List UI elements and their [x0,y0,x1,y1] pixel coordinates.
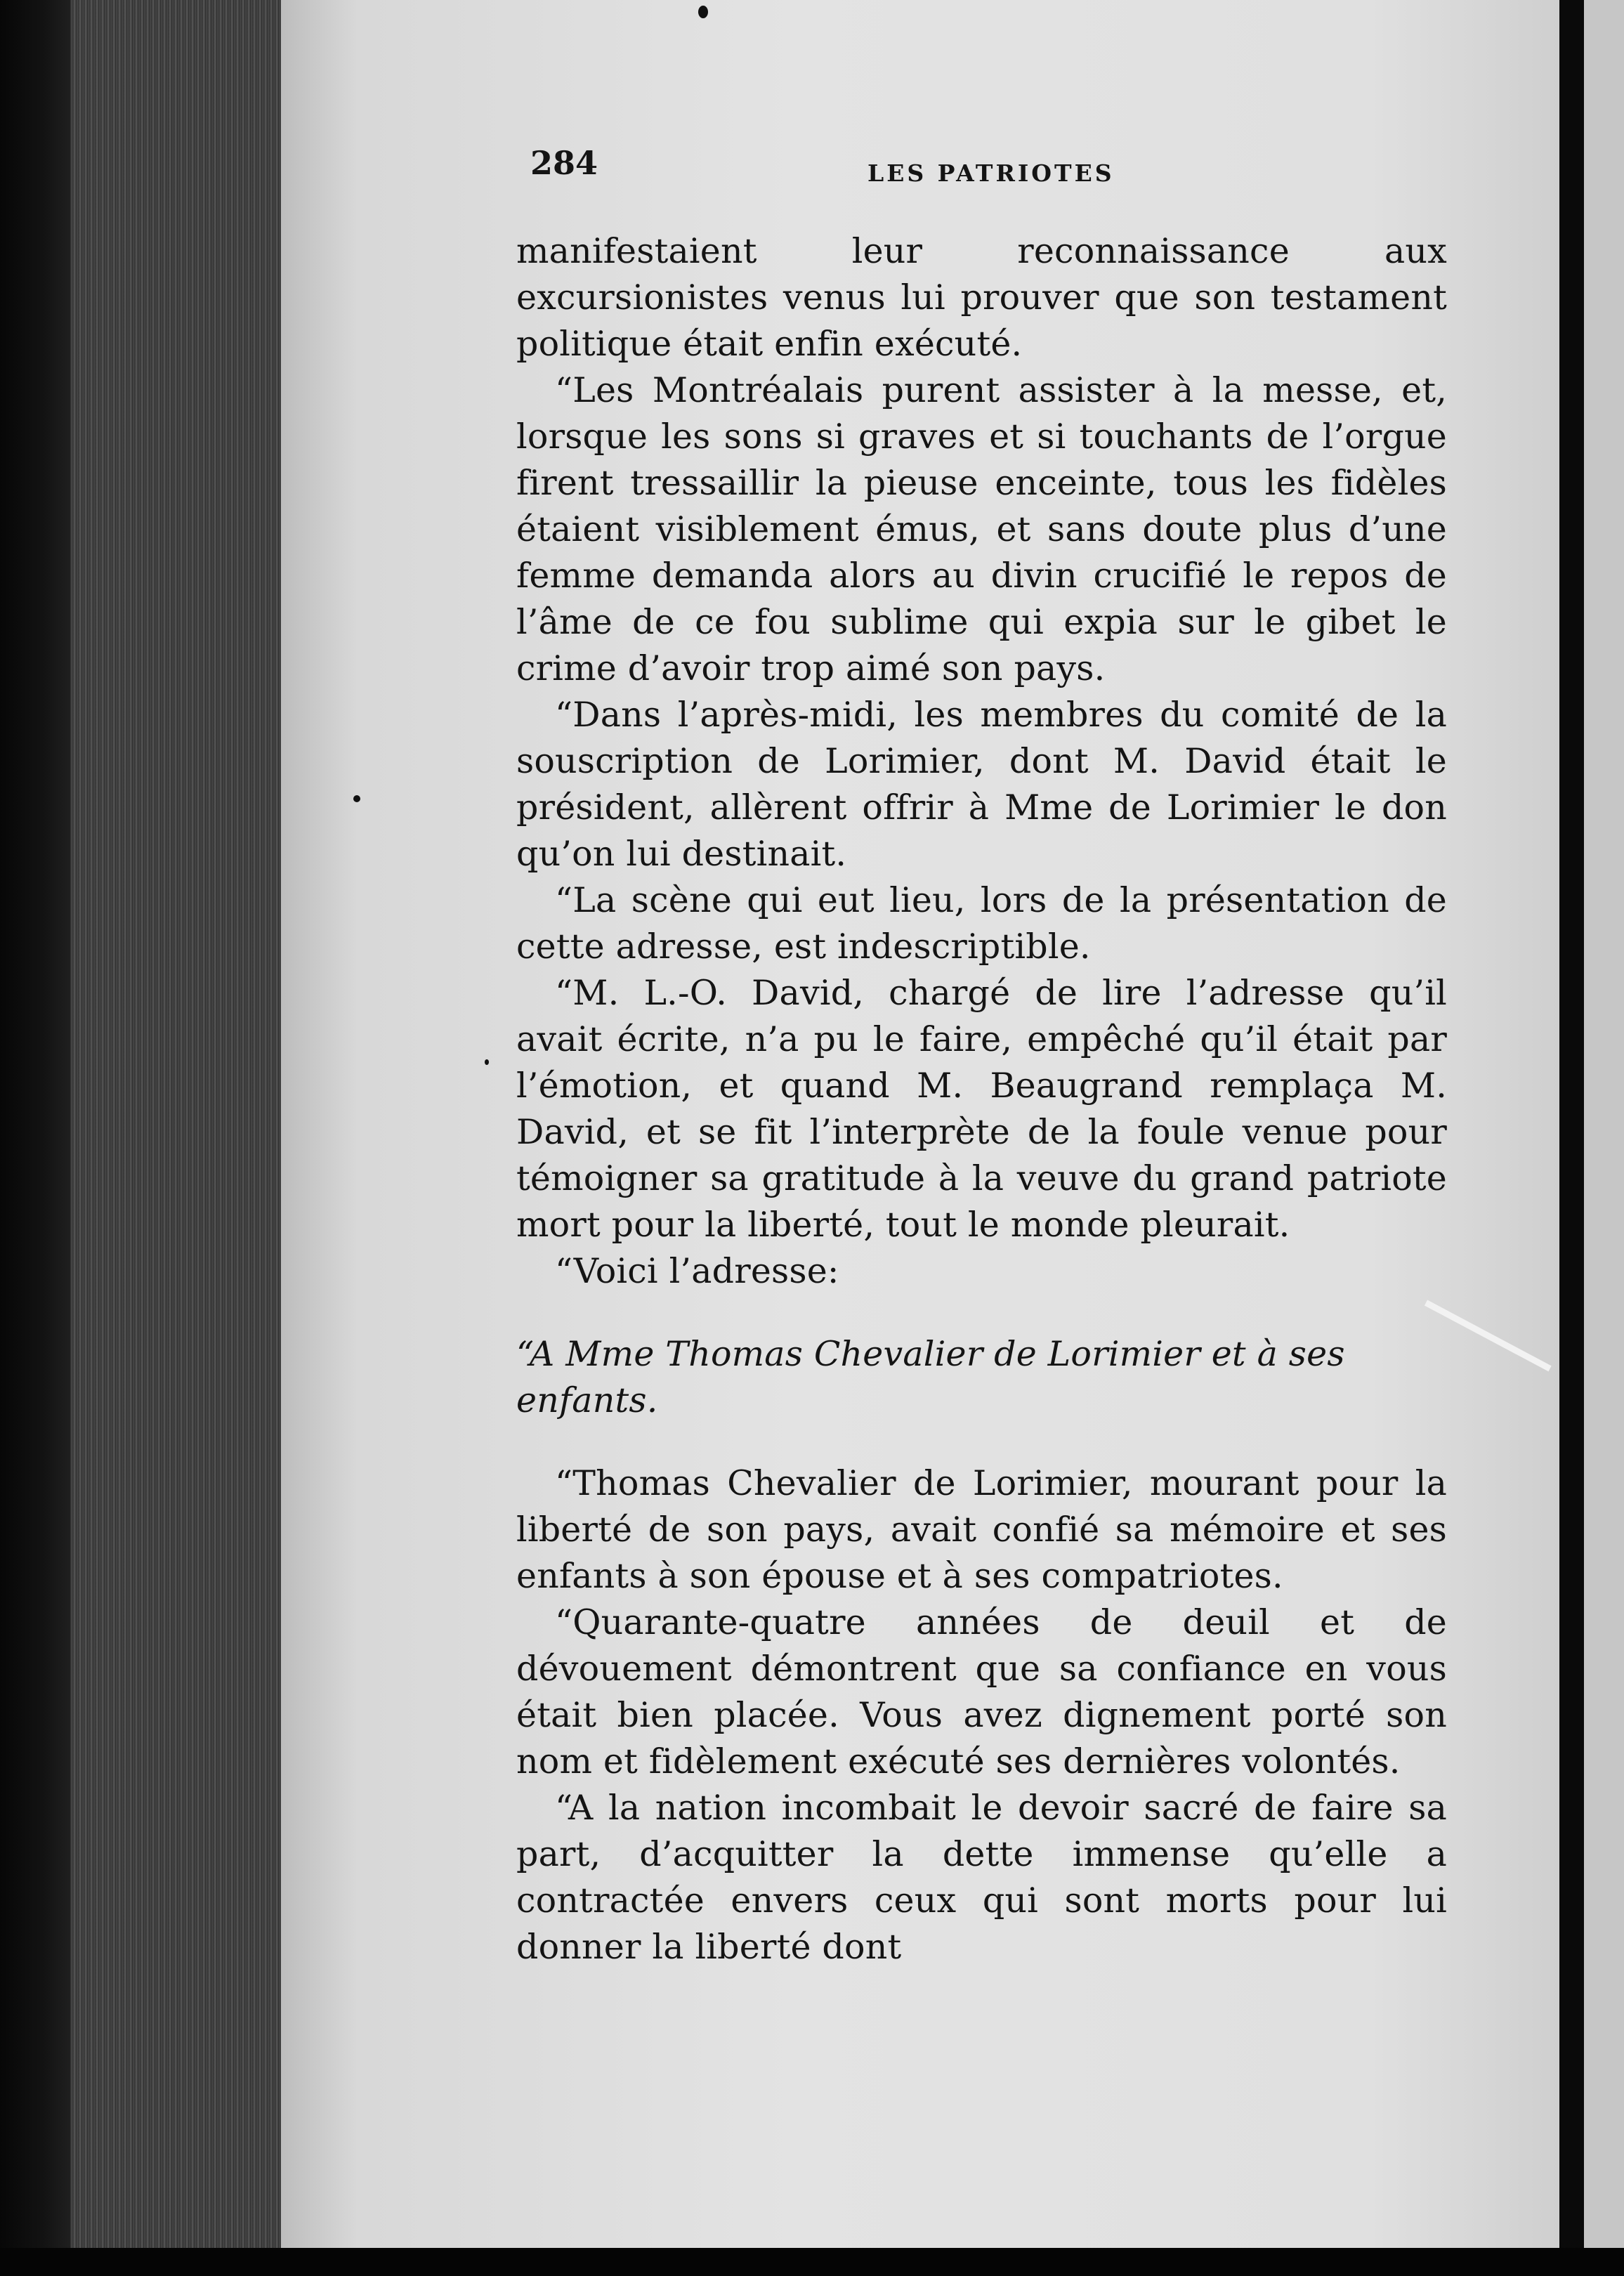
page-header [530,144,1443,193]
paragraph: “Thomas Chevalier de Lorimier, mourant pour la liberté de son pays, avait confié sa mémoire et ses enfants à son épouse et à ses compatriotes. [516,1463,1447,1596]
ink-speck [485,1059,489,1065]
book-page-edges [70,0,281,2248]
ink-speck [698,6,708,18]
paragraph: “Les Montréalais purent assister à la messe, et, lorsque les sons si graves et si touchants de l’orgue firent tressaillir la pieuse enceinte, tous les fidèles étaient visiblement émus, et sans doute plus d’une femme demanda alors au divin crucifié le repos de l’âme de ce fou sublime qui expia sur le gibet le crime d’avoir trop aimé son pays. [516,370,1447,688]
paragraph: “Quarante-quatre années de deuil et de dévouement démontrent que sa confiance en vous était bien placée. Vous avez dignement porté son nom et fidèlement exécuté ses dernières volontés. [516,1602,1447,1781]
running-title: LES PATRIOTES [867,159,1115,187]
paragraph: “La scène qui eut lieu, lors de la présentation de cette adresse, est indescriptible. [516,880,1447,967]
scan-bottom-edge [0,2248,1624,2276]
scan-right-dark-border [1559,0,1584,2248]
paragraph: “M. L.-O. David, chargé de lire l’adresse qu’il avait écrite, n’a pu le faire, empêché qu’il était par l’émotion, et quand M. Beaugrand remplaça M. David, et se fit l’interprète de la foule venue pour témoigner sa gratitude à la veuve du grand patriote mort pour la liberté, tout le monde pleurait. [516,973,1447,1245]
body-text [516,228,1447,1970]
paragraph: “A la nation incombait le devoir sacré de faire sa part, d’acquitter la dette immense qu’elle a contractée envers ceux qui sont morts pour lui donner la liberté dont [516,1788,1447,1967]
paragraph: “Dans l’après-midi, les membres du comité de la souscription de Lorimier, dont M. David était le président, allèrent offrir à Mme de Lorimier le don qu’on lui destinait. [516,695,1447,874]
ink-speck [353,795,360,802]
paragraph: manifestaient leur reconnaissance aux excursionistes venus lui prouver que son testament politique était enfin exécuté. [516,231,1447,364]
paragraph: “Voici l’adresse: [555,1251,839,1291]
address-heading: “A Mme Thomas Chevalier de Lorimier et à ses enfants. [516,1334,1345,1420]
page-number: 284 [530,144,598,182]
next-page-strip [1584,0,1624,2248]
scan-left-dark-edge [0,0,70,2276]
